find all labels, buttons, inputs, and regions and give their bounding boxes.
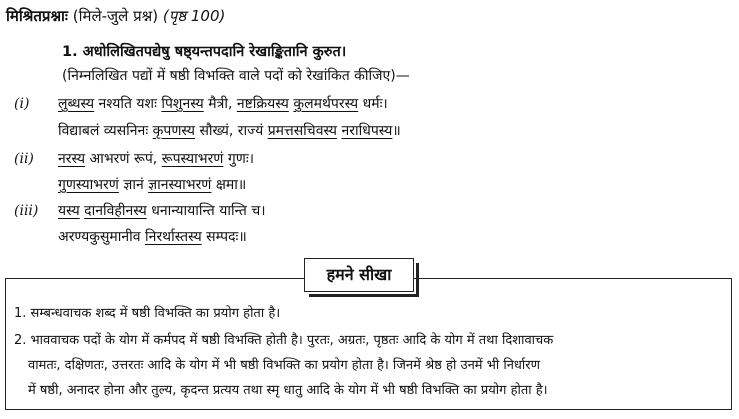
verse-1-line-1 xyxy=(14,94,388,113)
verse-text: धनान्यायान्ति यान्ति च। xyxy=(146,203,266,219)
section-subtitle: (मिले-जुले प्रश्न) xyxy=(72,7,159,25)
page-reference: (पृष्ठ 100) xyxy=(162,7,226,25)
summary-point-2: 2. भाववाचक पदों के योग में कर्मपद में षष्ठी विभक्ति होती है। पुरतः, अग्रतः, पृष्ठतः आदि के योग में तथा दिशावाचक xyxy=(14,333,554,348)
verse-3-line-1 xyxy=(14,201,266,220)
verse-text: सौख्यं, राज्यं xyxy=(195,123,268,139)
verse-text: अरण्यकुसुमानीव xyxy=(58,229,146,245)
genitive-word: प्रमत्तसचिवस्य xyxy=(267,123,338,139)
verse-3-line-2 xyxy=(58,227,247,246)
section-title: मिश्रितप्रश्नाः xyxy=(6,7,68,25)
question-text: अधोलिखितपद्येषु षष्ठ्यन्तपदानि रेखाङ्कितानि कुरुत। xyxy=(82,44,347,60)
question-number: 1. xyxy=(62,44,78,60)
genitive-word: ज्ञानस्याभरणं xyxy=(148,177,212,193)
verse-text: धर्मः। xyxy=(358,96,388,112)
verse-text: गुणः। xyxy=(223,151,255,167)
verse-text: नश्यति यशः xyxy=(94,96,162,112)
section-heading xyxy=(6,6,225,26)
summary-point-2-cont-2: में षष्ठी, अनादर होना और तुल्य, कृदन्त प्रत्यय तथा स्मृ धातु आदि के योग में भी षष्ठी विभक्ति का प्रयोग होता है। xyxy=(28,383,548,398)
genitive-word: नरस्य xyxy=(58,151,86,167)
verse-text: क्षमा॥ xyxy=(211,177,247,193)
summary-title: हमने सीखा xyxy=(304,258,414,292)
verse-1-line-2 xyxy=(58,121,401,140)
summary-point-2-cont: वामतः, दक्षिणतः, उत्तरतः आदि के योग में भी षष्ठी विभक्ति का प्रयोग होता है। जिनमें श्रेष्ठ हो उनमें भी निर्धारण xyxy=(28,358,540,373)
genitive-word: नष्टक्रियस्य xyxy=(236,96,289,112)
verse-text: आभरणं रूपं, xyxy=(85,151,162,167)
genitive-word: कुलमर्थपरस्य xyxy=(293,96,359,112)
verse-text: विद्याबलं व्यसनिनः xyxy=(58,123,153,139)
verse-number: (ii) xyxy=(14,151,34,167)
verse-2-line-2 xyxy=(58,175,246,194)
verse-text: मैत्री, xyxy=(203,96,237,112)
verse-number: (i) xyxy=(14,96,30,112)
question-line xyxy=(62,41,346,61)
genitive-word: गुणस्याभरणं xyxy=(58,177,119,193)
genitive-word: यस्य xyxy=(58,203,80,219)
verse-text: ज्ञानं xyxy=(118,177,149,193)
summary-point-1: 1. सम्बन्धवाचक शब्द में षष्ठी विभक्ति का प्रयोग होता है। xyxy=(14,306,281,321)
genitive-word: नराधिपस्य xyxy=(341,123,393,139)
verse-text: ॥ xyxy=(392,123,401,139)
verse-2-line-1 xyxy=(14,149,254,168)
genitive-word: पिशुनस्य xyxy=(161,96,204,112)
verse-text: सम्पदः॥ xyxy=(201,229,247,245)
genitive-word: रूपस्याभरणं xyxy=(161,151,224,167)
verse-number: (iii) xyxy=(14,203,39,219)
genitive-word: लुब्धस्य xyxy=(58,96,95,112)
genitive-word: कृपणस्य xyxy=(152,123,196,139)
genitive-word: दानविहीनस्य xyxy=(84,203,147,219)
question-instruction: (निम्नलिखित पद्यों में षष्ठी विभक्ति वाले पदों को रेखांकित कीजिए)— xyxy=(62,68,410,84)
genitive-word: निरर्थास्तस्य xyxy=(145,229,202,245)
